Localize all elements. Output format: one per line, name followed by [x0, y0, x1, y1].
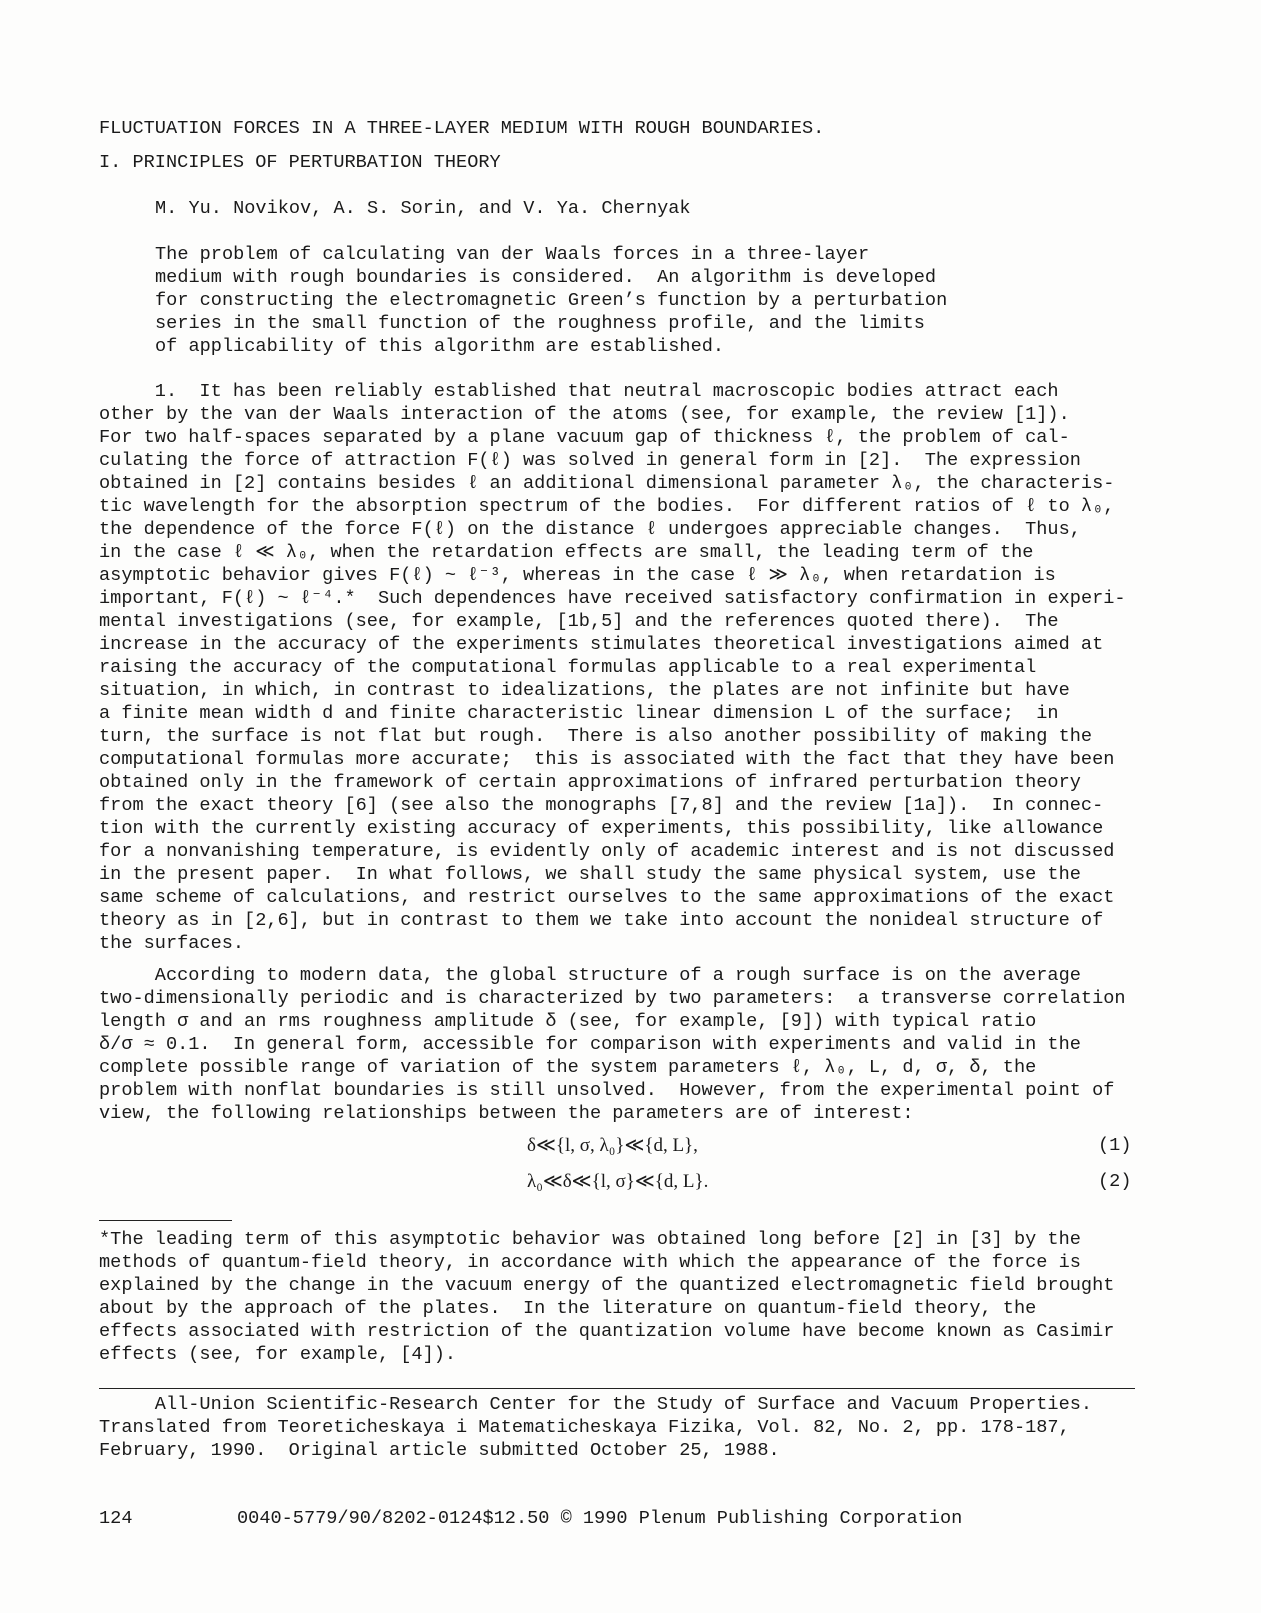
body-line: obtained only in the framework of certain approximations of infrared perturbation theory [99, 772, 1081, 793]
body-line: in the present paper. In what follows, we shall study the same physical system, use the [99, 864, 1081, 885]
equation-1-number: (1) [1098, 1135, 1132, 1156]
author-list: M. Yu. Novikov, A. S. Sorin, and V. Ya. Chernyak [155, 198, 691, 219]
abstract-line: of applicability of this algorithm are established. [155, 336, 725, 357]
affiliation-line: Translated from Teoreticheskaya i Matematicheskaya Fizika, Vol. 82, No. 2, pp. 178-187, [99, 1417, 1070, 1438]
body-paragraph-1 [99, 380, 1169, 955]
abstract-line: The problem of calculating van der Waals forces in a three-layer [155, 244, 870, 265]
body-line: for a nonvanishing temperature, is evidently only of academic interest and is not discussed [99, 841, 1115, 862]
equation-2: λ₀≪δ≪{l, σ}≪{d, L}. [527, 1171, 709, 1192]
body-line: in the case ℓ ≪ λ₀, when the retardation effects are small, the leading term of the [99, 542, 1034, 563]
body-line: view, the following relationships between the parameters are of interest: [99, 1103, 914, 1124]
body-line: obtained in [2] contains besides ℓ an additional dimensional parameter λ₀, the characteris- [99, 473, 1115, 494]
body-line: problem with nonflat boundaries is still unsolved. However, from the experimental point of [99, 1080, 1115, 1101]
body-line: turn, the surface is not flat but rough. There is also another possibility of making the [99, 726, 1093, 747]
footnote-line: methods of quantum-field theory, in accordance with which the appearance of the force is [99, 1252, 1081, 1273]
body-paragraph-2 [99, 964, 1169, 1125]
footnote-line: explained by the change in the vacuum energy of the quantized electromagnetic field brought [99, 1275, 1115, 1296]
paper-subtitle: I. PRINCIPLES OF PERTURBATION THEORY [99, 152, 501, 173]
page-number: 124 [99, 1508, 133, 1529]
body-line: theory as in [2,6], but in contrast to them we take into account the nonideal structure of [99, 910, 1104, 931]
body-line: 1. It has been reliably established that neutral macroscopic bodies attract each [99, 381, 1059, 402]
body-line: computational formulas more accurate; this is associated with the fact that they have been [99, 749, 1115, 770]
abstract-line: series in the small function of the roughness profile, and the limits [155, 313, 925, 334]
footnote-divider [99, 1220, 232, 1221]
body-line: For two half-spaces separated by a plane vacuum gap of thickness ℓ, the problem of cal- [99, 427, 1070, 448]
abstract-line: medium with rough boundaries is considered. An algorithm is developed [155, 267, 937, 288]
equation-1: δ≪{l, σ, λ₀}≪{d, L}, [527, 1135, 698, 1156]
affiliation-divider [99, 1388, 1135, 1389]
body-line: δ/σ ≈ 0.1. In general form, accessible for comparison with experiments and valid in the [99, 1034, 1081, 1055]
footnote-line: effects associated with restriction of the quantization volume have become known as Casimir [99, 1321, 1115, 1342]
body-line: complete possible range of variation of the system parameters ℓ, λ₀, L, d, σ, δ, the [99, 1057, 1037, 1078]
footnote-line: about by the approach of the plates. In the literature on quantum-field theory, the [99, 1298, 1037, 1319]
body-line: tion with the currently existing accuracy of experiments, this possibility, like allowance [99, 818, 1104, 839]
body-line: from the exact theory [6] (see also the monographs [7,8] and the review [1a]). In connec- [99, 795, 1104, 816]
body-line: culating the force of attraction F(ℓ) was solved in general form in [2]. The expression [99, 450, 1081, 471]
body-line: mental investigations (see, for example, [1b,5] and the references quoted there). The [99, 611, 1059, 632]
paper-title: FLUCTUATION FORCES IN A THREE-LAYER MEDIUM WITH ROUGH BOUNDARIES. [99, 118, 825, 139]
body-line: raising the accuracy of the computational formulas applicable to a real experimental [99, 657, 1037, 678]
body-line: length σ and an rms roughness amplitude δ (see, for example, [9]) with typical ratio [99, 1011, 1037, 1032]
affiliation-line: February, 1990. Original article submitted October 25, 1988. [99, 1440, 780, 1461]
body-line: important, F(ℓ) ~ ℓ⁻⁴.* Such dependences have received satisfactory confirmation in experi- [99, 588, 1126, 609]
affiliation-note [99, 1393, 1169, 1462]
footnote [99, 1228, 1169, 1366]
body-line: According to modern data, the global structure of a rough surface is on the average [99, 965, 1081, 986]
copyright-line: 0040-5779/90/8202-0124$12.50 © 1990 Plenum Publishing Corporation [237, 1508, 963, 1529]
body-line: tic wavelength for the absorption spectrum of the bodies. For different ratios of ℓ to λ₀, [99, 496, 1115, 517]
body-line: situation, in which, in contrast to idealizations, the plates are not infinite but have [99, 680, 1070, 701]
footnote-line: *The leading term of this asymptotic behavior was obtained long before [2] in [3] by the [99, 1229, 1081, 1250]
body-line: two-dimensionally periodic and is characterized by two parameters: a transverse correlation [99, 988, 1126, 1009]
body-line: increase in the accuracy of the experiments stimulates theoretical investigations aimed at [99, 634, 1104, 655]
equation-2-number: (2) [1098, 1171, 1132, 1192]
body-line: the surfaces. [99, 933, 245, 954]
abstract [155, 243, 995, 358]
body-line: asymptotic behavior gives F(ℓ) ~ ℓ⁻³, whereas in the case ℓ ≫ λ₀, when retardation is [99, 565, 1056, 586]
footnote-line: effects (see, for example, [4]). [99, 1344, 457, 1365]
body-line: a finite mean width d and finite characteristic linear dimension L of the surface; in [99, 703, 1059, 724]
body-line: other by the van der Waals interaction of the atoms (see, for example, the review [1]). [99, 404, 1070, 425]
abstract-line: for constructing the electromagnetic Green’s function by a perturbation [155, 290, 948, 311]
affiliation-line: All-Union Scientific-Research Center for the Study of Surface and Vacuum Properties. [99, 1394, 1093, 1415]
body-line: the dependence of the force F(ℓ) on the distance ℓ undergoes appreciable changes. Thus, [99, 519, 1081, 540]
body-line: same scheme of calculations, and restrict ourselves to the same approximations of the exact [99, 887, 1115, 908]
